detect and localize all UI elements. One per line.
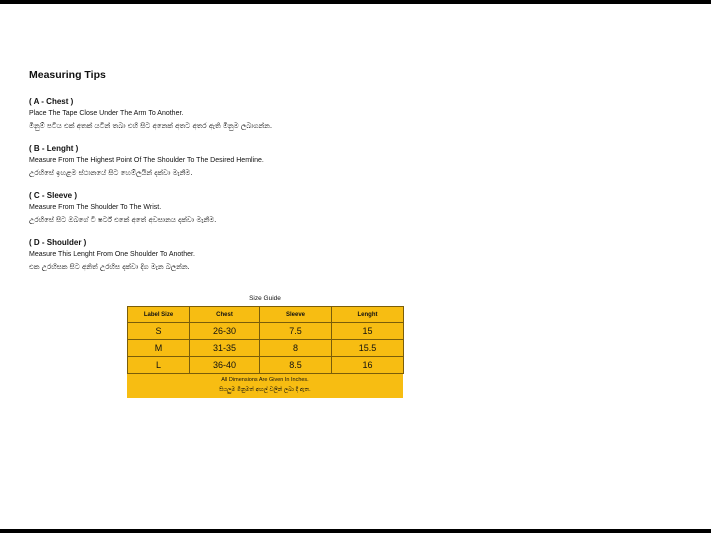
measuring-tips-section (29, 68, 689, 284)
cell-length: 15.5 (332, 340, 404, 357)
column-header-sleeve: Sleeve (260, 307, 332, 323)
footer-sinhala-note: සියලුම මිනුමත් අඟල් වලින් ලබා දී ඇත. (219, 387, 311, 393)
tip-sinhala-text: උරහිසේ සිට ඔබගේ ටී ෂර්ට් එකේ අතේ අවසානය දක්වා මැනීම. (29, 216, 217, 224)
column-header-chest: Chest (190, 307, 260, 323)
tip-english-text: Measure From The Highest Point Of The Shoulder To The Desired Hemline. (29, 157, 264, 164)
cell-length: 16 (332, 357, 404, 374)
bottom-frame-bar (0, 529, 711, 533)
tip-english-text: Measure This Lenght From One Shoulder To Another. (29, 251, 195, 258)
cell-length: 15 (332, 323, 404, 340)
table-row (128, 357, 404, 374)
footer-english-note: All Dimensions Are Given In Inches. (221, 377, 309, 383)
table-header-row (128, 307, 404, 323)
top-frame-bar (0, 0, 711, 4)
tip-title: ( D - Shoulder ) (29, 238, 87, 247)
tip-length (29, 143, 689, 179)
size-guide-title: Size Guide (249, 295, 281, 302)
cell-label-size: S (128, 323, 190, 340)
size-guide-footer (127, 374, 403, 398)
cell-sleeve: 7.5 (260, 323, 332, 340)
tip-title: ( A - Chest ) (29, 97, 74, 106)
cell-chest: 36-40 (190, 357, 260, 374)
tip-english-text: Measure From The Shoulder To The Wrist. (29, 204, 162, 211)
size-guide (127, 293, 403, 398)
tip-sinhala-text: එක උරහිසක සිට අනිත් උරහිස දක්වා දිග මැන බලන්න. (29, 263, 190, 271)
tip-sinhala-text: මිනුම් පටිය එක් අතක් යටින් තබා එහි සිට අනෙක් අතට අතර ඇති මිනුම ලබාගන්න. (29, 122, 273, 130)
tip-title: ( B - Lenght ) (29, 144, 79, 153)
tip-title: ( C - Sleeve ) (29, 191, 78, 200)
cell-label-size: M (128, 340, 190, 357)
table-row (128, 323, 404, 340)
cell-chest: 26-30 (190, 323, 260, 340)
column-header-length: Lenght (332, 307, 404, 323)
cell-sleeve: 8 (260, 340, 332, 357)
cell-sleeve: 8.5 (260, 357, 332, 374)
cell-chest: 31-35 (190, 340, 260, 357)
tip-shoulder (29, 237, 689, 273)
tip-sleeve (29, 190, 689, 226)
size-table (127, 306, 404, 374)
tip-chest (29, 96, 689, 132)
column-header-label-size: Label Size (128, 307, 190, 323)
cell-label-size: L (128, 357, 190, 374)
tip-sinhala-text: උරහිසේ ඉහළම ස්ථානයේ සිට හෙම්ලයින් දක්වා මැනීම. (29, 169, 193, 177)
tip-english-text: Place The Tape Close Under The Arm To Another. (29, 110, 184, 117)
table-row (128, 340, 404, 357)
page-title: Measuring Tips (29, 69, 106, 81)
